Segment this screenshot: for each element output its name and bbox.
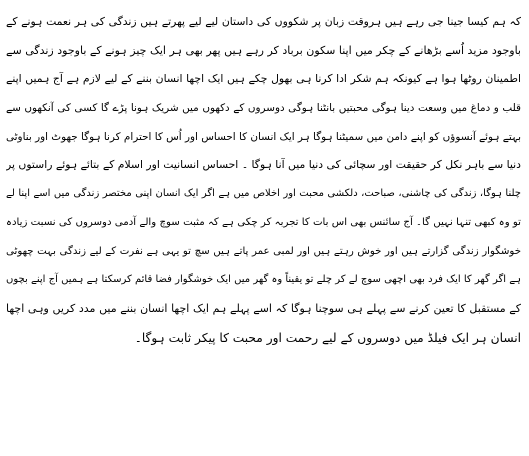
text-line-3: اطمینان روٹھا ہوا ہے کیونکہ ہم شکر ادا کرنا ہی بھول چکے ہیں ایک اچھا انسان بننے کے لیے لازم ہے آج ہمیں اپنے [6,72,521,86]
text-line-10: ہے اگر گھر کا ایک فرد بھی اچھی سوچ لے کر چلے تو یقیناً وہ گھر میں ایک خوشگوار فضا قائم کرسکتا ہے ہمیں آج اپنے بچوں [6,274,521,286]
text-line-11: کے مستقبل کا تعین کرنے سے پہلے ہی سوچنا ہوگا کہ اسے پہلے ہم ایک اچھا انسان بننے میں مدد کریں وہی اچھا [6,301,521,315]
text-line-5: بہتے ہوئے آنسوؤں کو اپنے دامن میں سمیٹنا ہوگا ہر ایک انسان کا احساس اور اُس کا احترام کرنا ہوگا جھوٹ اور بناوٹی [6,130,521,143]
text-line-12: انسان ہر ایک فیلڈ میں دوسروں کے لیے رحمت اور محبت کا پیکر ثابت ہوگا۔ [134,330,521,345]
text-line-4: قلب و دماغ میں وسعت دینا ہوگی محبتیں بانٹنا ہوگی دوسروں کے دکھوں میں شریک ہونا پڑے گا کسی کی آنکھوں سے [6,102,521,115]
text-line-9: خوشگوار زندگی گزارتے ہیں اور خوش رہتے ہیں اور لمبی عمر پاتے ہیں سچ تو یہی ہے نفرت کے لیے زندگی بہت چھوٹی [6,245,521,257]
text-line-2: باوجود مزید اُسے بڑھانے کے چکر میں اپنا سکون برباد کر رہے ہیں پھر بھی ہر ایک چیز ہونے کے باوجود زندگی سے [6,43,521,57]
text-line-6: دنیا سے باہر نکل کر حقیقت اور سچائی کی دنیا میں آنا ہوگا ۔ احساس انسانیت اور اسلام کے بتائے ہوئے راستوں پر [6,158,521,172]
text-line-7: چلنا ہوگا، زندگی کی چاشنی، صباحت، دلکشی محبت اور اخلاص میں ہے اگر ایک انسان اپنی مختصر زندگی میں اسے اپنا لے [6,188,521,200]
text-line-1: کہ ہم کیسا جینا جی رہے ہیں ہروقت زبان پر شکووں کی داستان لیے لیے پھرتے ہیں زندگی کی ہر نعمت ہونے کے [6,15,521,28]
urdu-paragraph [6,8,521,352]
text-line-8: تو وہ کبھی تنہا نہیں گا۔ آج سائنس بھی اس بات کا تجربہ کر چکی ہے کہ مثبت سوچ والے آدمی دوسروں کی نسبت زیادہ [6,216,521,228]
